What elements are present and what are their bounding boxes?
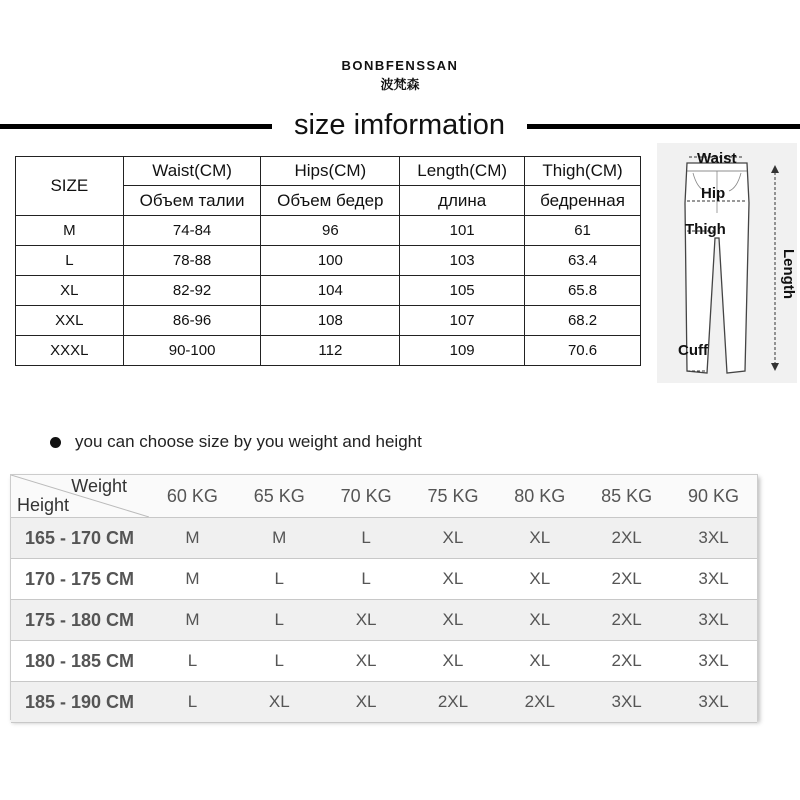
size-header: SIZE	[16, 157, 124, 216]
title-divider-right	[527, 124, 800, 129]
size-cell: 2XL	[583, 559, 670, 600]
size-cell: M	[16, 216, 124, 246]
size-cell: L	[149, 641, 236, 682]
pants-diagram	[657, 143, 797, 383]
table-row	[11, 641, 757, 682]
recommendation-table	[11, 475, 757, 723]
size-cell: XL	[323, 682, 410, 723]
table-row	[16, 246, 641, 276]
table-row	[16, 306, 641, 336]
size-cell: XL	[496, 600, 583, 641]
size-cell: L	[323, 559, 410, 600]
bullet-icon	[50, 437, 61, 448]
weight-header: 80 KG	[496, 475, 583, 518]
size-cell: M	[149, 518, 236, 559]
size-cell: L	[149, 682, 236, 723]
size-cell: L	[323, 518, 410, 559]
hips-cell: 96	[261, 216, 400, 246]
size-cell: L	[16, 246, 124, 276]
length-cell: 103	[400, 246, 525, 276]
brand-logo	[0, 58, 800, 93]
size-table	[15, 156, 641, 366]
section-title: size imformation	[293, 109, 506, 141]
hips-cell: 108	[261, 306, 400, 336]
size-cell: XXL	[16, 306, 124, 336]
size-note	[50, 432, 422, 452]
title-divider-left	[0, 124, 272, 129]
height-label: Height	[17, 495, 70, 515]
height-cell: 165 - 170 CM	[11, 518, 149, 559]
note-text: you can choose size by you weight and height	[75, 432, 422, 451]
size-cell: XL	[496, 641, 583, 682]
height-cell: 180 - 185 CM	[11, 641, 149, 682]
section-header	[0, 108, 800, 144]
cuff-label: Cuff	[678, 342, 708, 359]
brand-name-cn: 波梵森	[380, 77, 420, 92]
waist-cell: 82-92	[123, 276, 261, 306]
size-cell: XL	[410, 600, 497, 641]
size-cell: XL	[323, 600, 410, 641]
size-cell: XL	[496, 518, 583, 559]
waist-cell: 90-100	[123, 336, 261, 366]
size-cell: 3XL	[670, 518, 757, 559]
size-cell: L	[236, 600, 323, 641]
waist-cell: 78-88	[123, 246, 261, 276]
size-cell: 2XL	[410, 682, 497, 723]
column-header: Hips(CM)	[261, 157, 400, 186]
length-cell: 107	[400, 306, 525, 336]
size-cell: 2XL	[496, 682, 583, 723]
hips-cell: 104	[261, 276, 400, 306]
size-cell: 2XL	[583, 518, 670, 559]
column-header: Thigh(CM)	[525, 157, 641, 186]
weight-header: 75 KG	[410, 475, 497, 518]
waist-cell: 86-96	[123, 306, 261, 336]
thigh-label: Thigh	[685, 221, 726, 238]
weight-header: 65 KG	[236, 475, 323, 518]
column-header-ru: длина	[400, 186, 525, 216]
table-row	[11, 559, 757, 600]
waist-cell: 74-84	[123, 216, 261, 246]
size-cell: XL	[410, 518, 497, 559]
column-header-ru: Объем бедер	[261, 186, 400, 216]
size-cell: 3XL	[670, 682, 757, 723]
table-row	[11, 518, 757, 559]
weight-header: 70 KG	[323, 475, 410, 518]
size-cell: 3XL	[583, 682, 670, 723]
table-row	[16, 216, 641, 246]
table-row	[16, 276, 641, 306]
size-cell: M	[149, 559, 236, 600]
size-cell: L	[236, 559, 323, 600]
column-header-ru: бедренная	[525, 186, 641, 216]
thigh-cell: 63.4	[525, 246, 641, 276]
waist-label: Waist	[697, 150, 737, 167]
size-cell: 3XL	[670, 600, 757, 641]
thigh-cell: 65.8	[525, 276, 641, 306]
size-cell: XL	[410, 559, 497, 600]
size-cell: 3XL	[670, 641, 757, 682]
size-cell: 2XL	[583, 641, 670, 682]
column-header: Length(CM)	[400, 157, 525, 186]
length-cell: 105	[400, 276, 525, 306]
column-header: Waist(CM)	[123, 157, 261, 186]
size-cell: XXXL	[16, 336, 124, 366]
table-row	[11, 682, 757, 723]
thigh-cell: 61	[525, 216, 641, 246]
size-cell: XL	[410, 641, 497, 682]
height-cell: 175 - 180 CM	[11, 600, 149, 641]
hip-label: Hip	[701, 185, 726, 202]
size-cell: XL	[496, 559, 583, 600]
weight-header: 85 KG	[583, 475, 670, 518]
weight-label: Weight	[71, 476, 127, 496]
length-cell: 101	[400, 216, 525, 246]
table-row	[16, 336, 641, 366]
length-label: Length	[780, 249, 797, 299]
height-cell: 170 - 175 CM	[11, 559, 149, 600]
size-cell: XL	[323, 641, 410, 682]
size-cell: 3XL	[670, 559, 757, 600]
hips-cell: 112	[261, 336, 400, 366]
thigh-cell: 68.2	[525, 306, 641, 336]
recommendation-table-wrapper	[10, 474, 758, 720]
hips-cell: 100	[261, 246, 400, 276]
table-row	[11, 600, 757, 641]
size-cell: L	[236, 641, 323, 682]
size-cell: XL	[16, 276, 124, 306]
size-cell: M	[236, 518, 323, 559]
length-cell: 109	[400, 336, 525, 366]
thigh-cell: 70.6	[525, 336, 641, 366]
weight-header-row	[11, 475, 757, 518]
table-corner	[11, 475, 149, 518]
size-cell: 2XL	[583, 600, 670, 641]
column-header-ru: Объем талии	[123, 186, 261, 216]
size-cell: XL	[236, 682, 323, 723]
weight-header: 90 KG	[670, 475, 757, 518]
height-cell: 185 - 190 CM	[11, 682, 149, 723]
size-cell: M	[149, 600, 236, 641]
weight-header: 60 KG	[149, 475, 236, 518]
brand-name: BONBFENSSAN	[341, 58, 459, 73]
